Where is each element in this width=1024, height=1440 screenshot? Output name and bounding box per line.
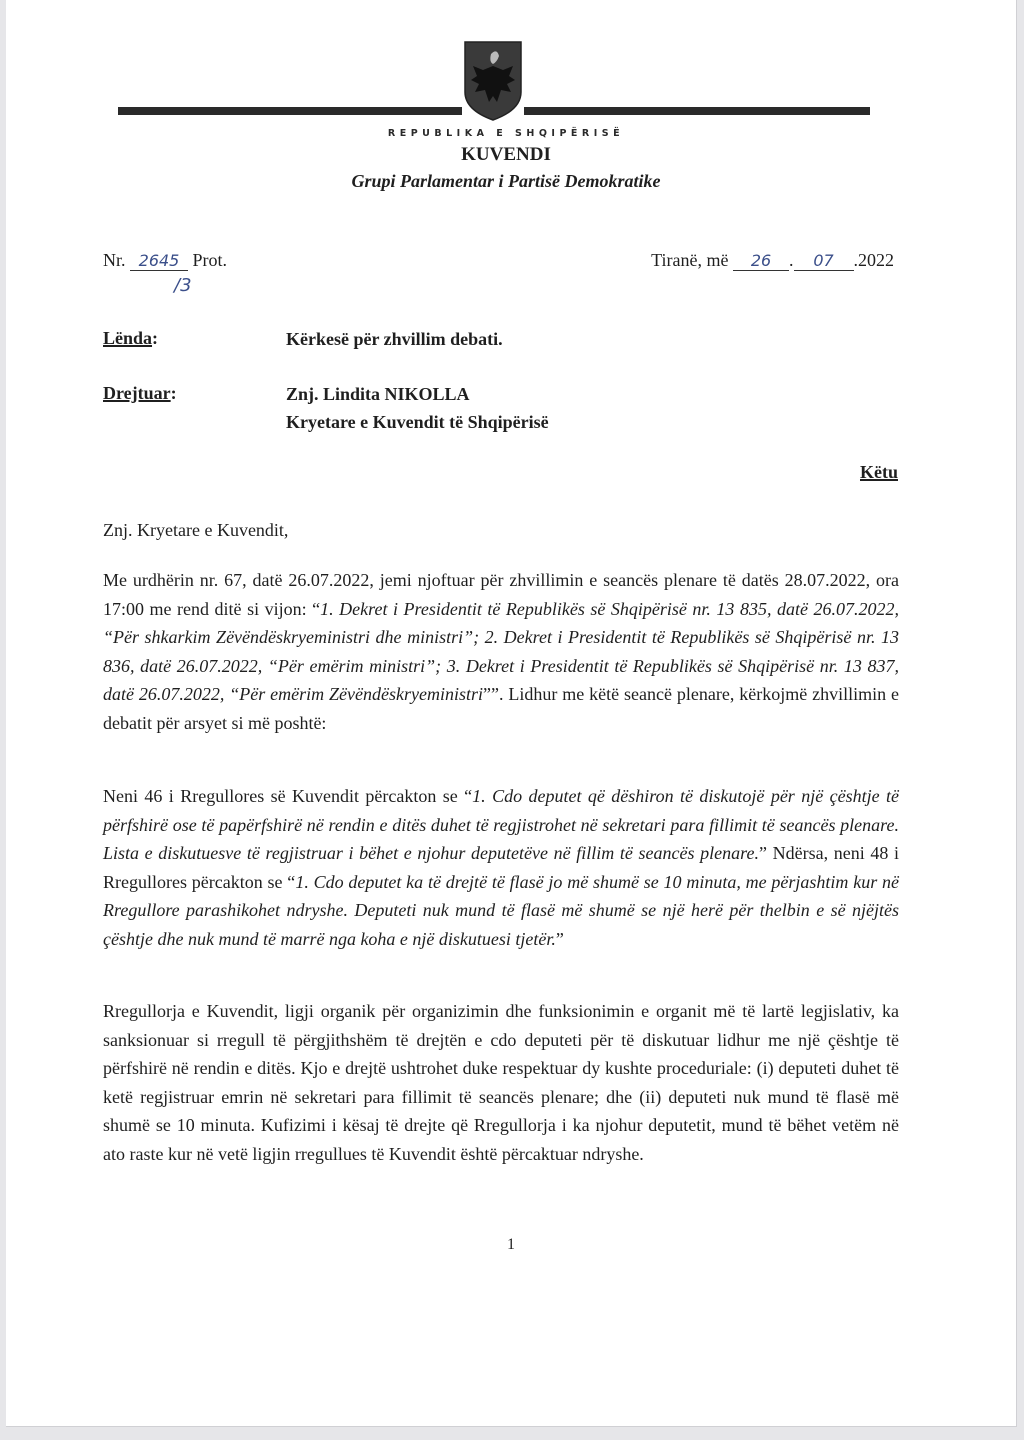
place-date: Tiranë, më 26 . 07 .2022: [651, 250, 894, 270]
paragraph-2: [103, 782, 899, 953]
institution-heading: KUVENDI: [461, 144, 551, 165]
protocol-number: [103, 250, 227, 271]
quoted-text: 1. Cdo deputet që dëshiron të diskutojë për një çështje të përfshirë ose të papërfshirë në rendin e ditës duhet të regjistrohet në sekretari para fillimit të seancës plenare. Lista e diskutuesve të regjistruar i bëhet e njohur deputetëve në fillim të seancës plenare.: [103, 786, 899, 863]
subject-value: Kërkesë për zhvillim debati.: [286, 329, 503, 349]
albanian-coat-of-arms-icon: [461, 40, 525, 122]
protocol-subnumber-handwritten: /3: [174, 275, 192, 296]
addressee-label: Drejtuar:: [103, 383, 177, 403]
body-text: ” Ndërsa, neni 48 i Rregullores përcakton se “: [103, 843, 899, 892]
prot-label: Prot.: [192, 250, 228, 270]
paragraph-3: Rregullorja e Kuvendit, ligji organik për organizimin dhe funksionimin e organit më të lartë legjislativ, ka sanksionuar si rregull të përgjithshëm të drejtën e cdo deputeti për të diskutuar lidhur me një çështje të përfshirë në rendin e ditës. Kjo e drejtë ushtrohet duke respektuar dy kushte proceduriale: (i) deputeti duhet të ketë regjistruar emrin në sekretari para fillimit të seancës plenare; dhe (ii) deputeti nuk mund të flasë më shumë se 10 minuta. Kufizimi i kësaj të drejte që Rregullorja i ka njohur deputetit, mund të bëhet vetëm në ato raste kur në vetë ligjin rregullues të Kuvendit është përcaktuar ndryshe.: [103, 1001, 899, 1164]
date-day-handwritten: 26: [733, 251, 789, 271]
quoted-text: 1. Cdo deputet ka të drejtë të flasë jo më shumë se 10 minuta, me përjashtim kur në Rregullore parashikohet ndryshe. Deputeti nuk mund të flasë më shumë se një herë për thelbin e së njëjtës çështje dhe nuk mund të marrë nga koha e një diskutuesi tjetër.: [103, 871, 899, 949]
letterhead-rule-right: [524, 107, 870, 115]
salutation: Znj. Kryetare e Kuvendit,: [103, 520, 289, 540]
quoted-text: 1. Dekret i Presidentit të Republikës së Shqipërisë nr. 13 835, datë 26.07.2022, “Për shkarkim Zëvëndëskryeministri dhe ministri”; 2. Dekret i Presidentit të Republikës së Shqipërisë nr. 13 836, datë 26.07.2022, “Për emërim ministri”; 3. Dekret i Presidentit të Republikës së Shqipërisë nr. 13 837, datë 26.07.2022, “Për emërim Zëvëndëskryeministri: [103, 598, 899, 704]
location-here: Këtu: [860, 462, 898, 482]
page-number: 1: [507, 1236, 515, 1253]
body-text: Me urdhërin nr. 67, datë 26.07.2022, jemi njoftuar për zhvillimin e seancës plenare të datës 28.07.2022, ora 17:00 me rend ditë si vijon: “: [103, 570, 899, 619]
date-year: .2022: [853, 250, 894, 270]
place-label: Tiranë, më: [651, 250, 729, 270]
parliamentary-group-heading: Grupi Parlamentar i Partisë Demokratike: [351, 171, 661, 191]
letterhead-rule-left: [118, 107, 462, 115]
subject-label: Lënda:: [103, 328, 159, 348]
body-text: Neni 46 i Rregullores së Kuvendit përcakton se “: [103, 786, 473, 806]
addressee-title: Kryetare e Kuvendit të Shqipërisë: [286, 412, 549, 432]
body-text: ””. Lidhur me këtë seancë plenare, kërkojmë zhvillimin e debatit për arsyet si më poshtë:: [103, 684, 899, 733]
addressee-block: [286, 380, 549, 436]
republic-heading: REPUBLIKA E SHQIPËRISË: [387, 128, 625, 139]
nr-label: Nr.: [103, 250, 126, 270]
date-month-handwritten: 07: [794, 251, 854, 271]
document-page: [6, 0, 1017, 1427]
addressee-name: Znj. Lindita NIKOLLA: [286, 384, 470, 404]
paragraph-1: [103, 566, 899, 737]
body-text: ”: [555, 928, 564, 949]
protocol-number-handwritten: 2645: [130, 251, 188, 271]
